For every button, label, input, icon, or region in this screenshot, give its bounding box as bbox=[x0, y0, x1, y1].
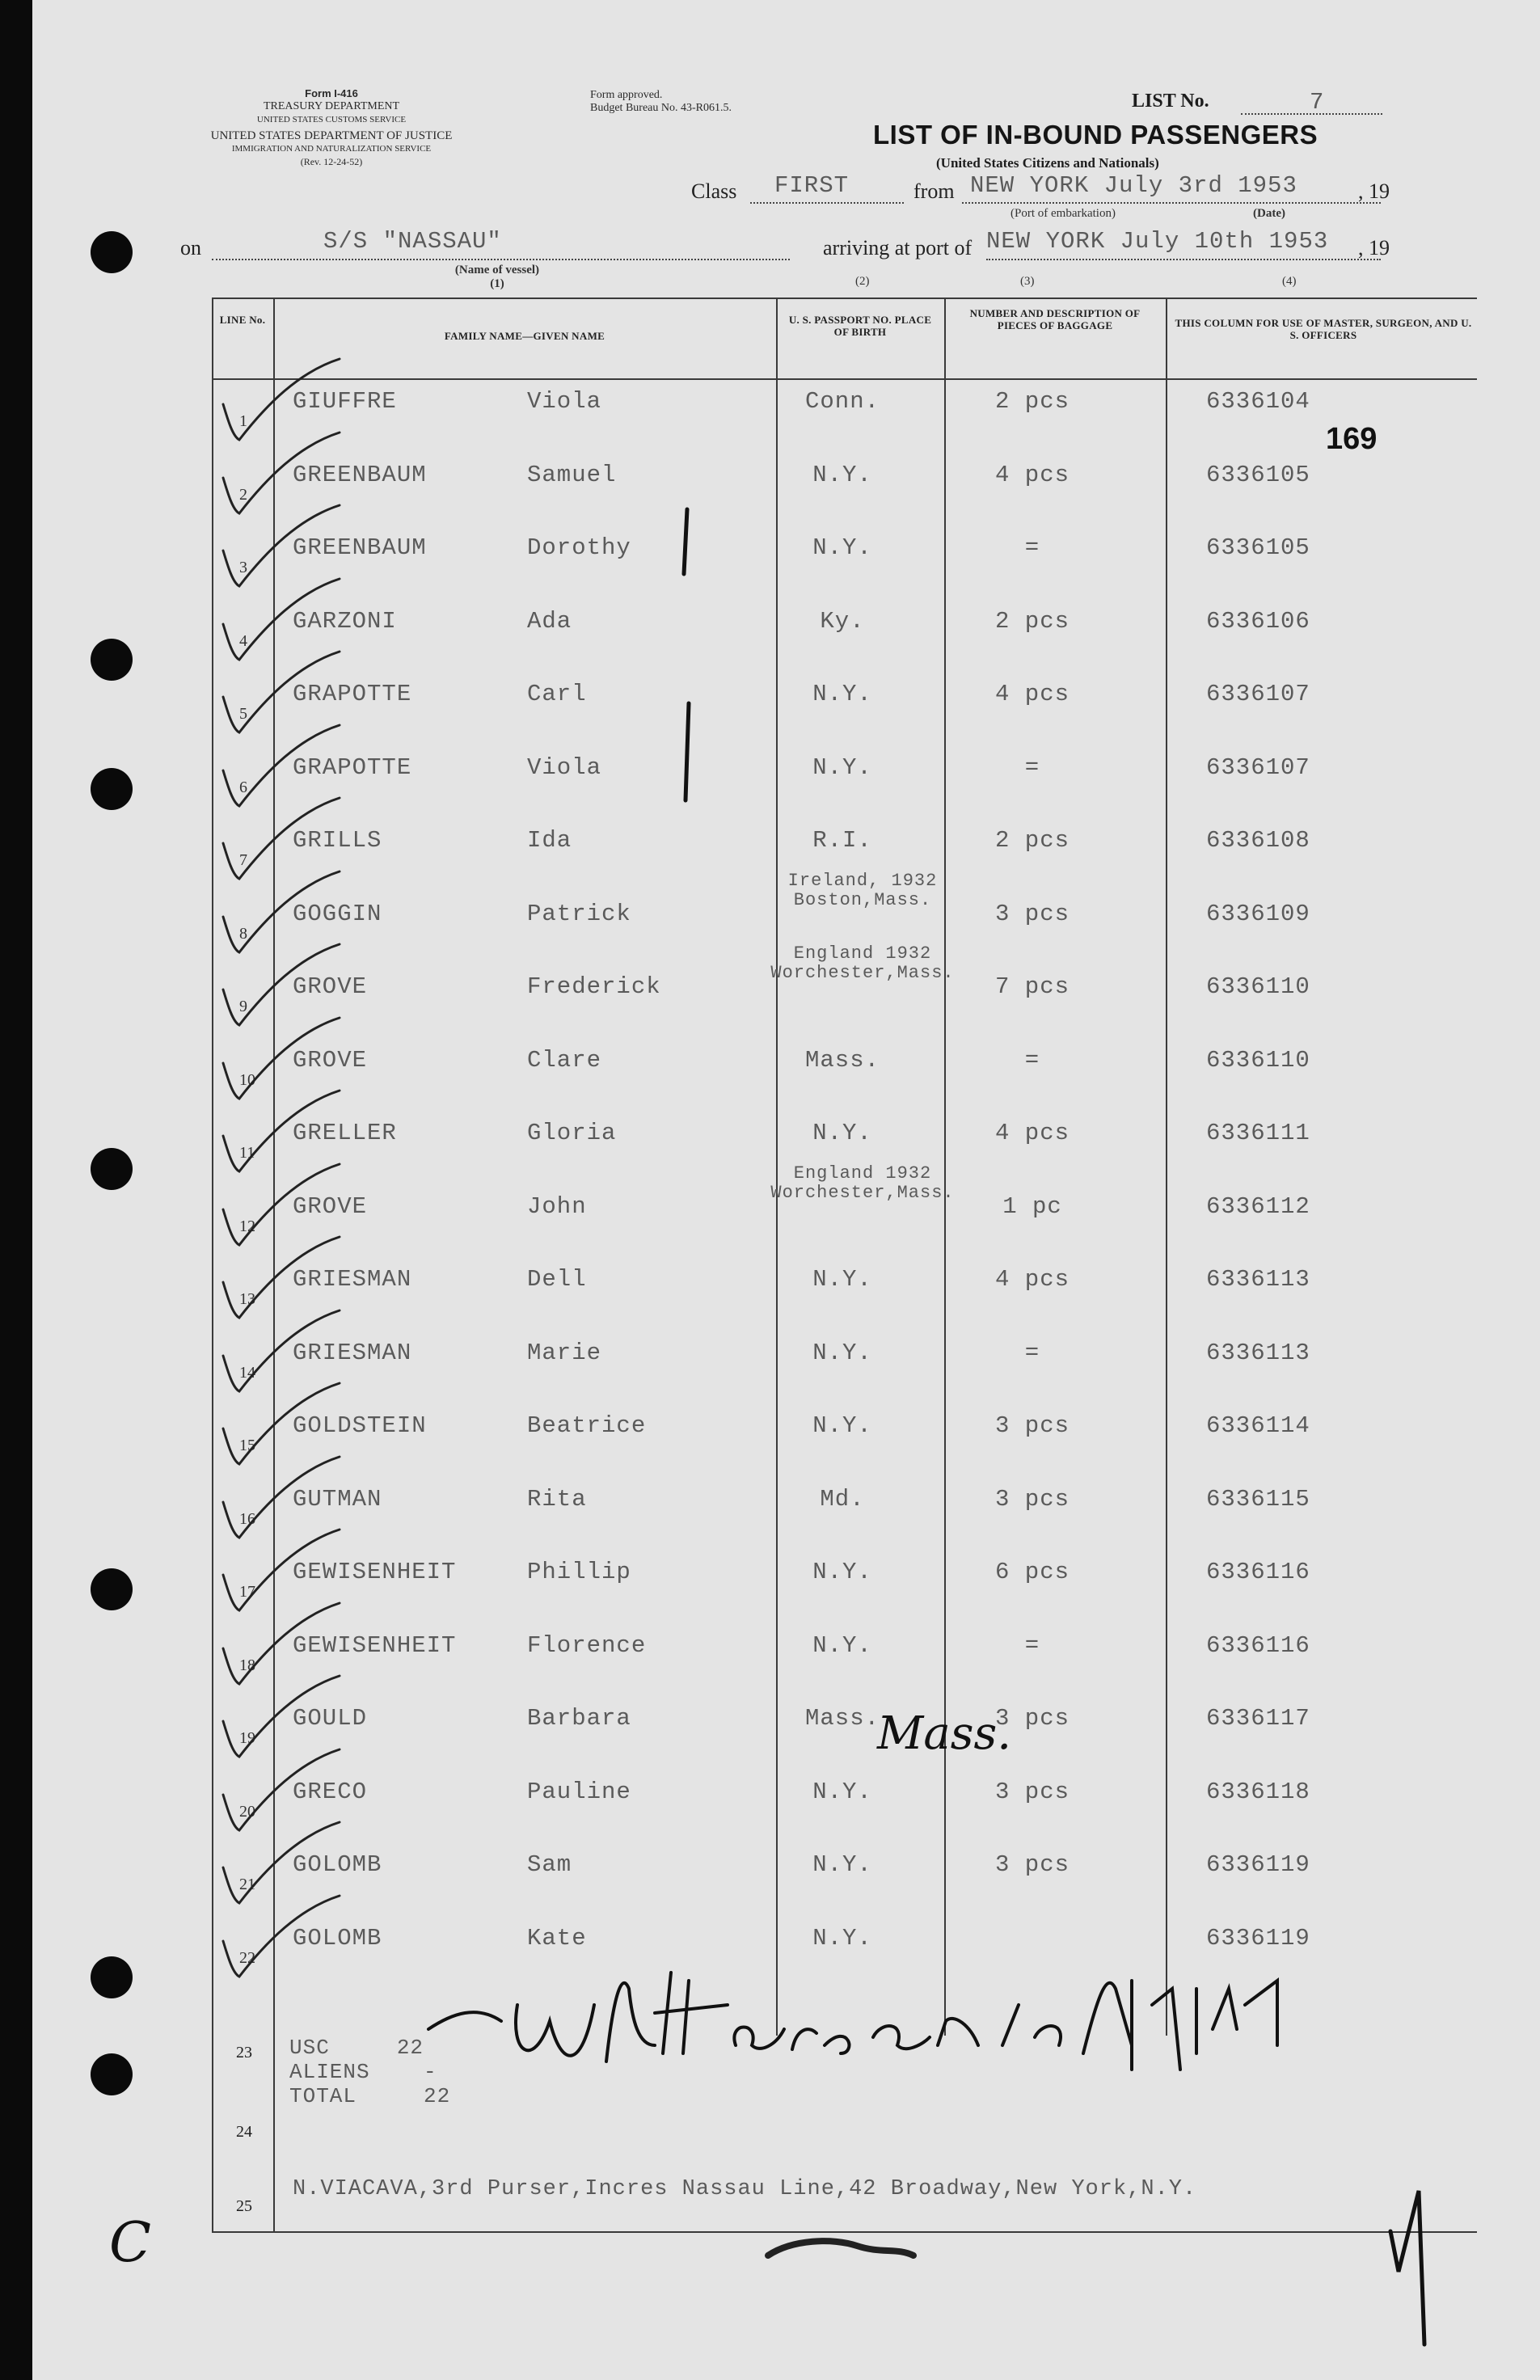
given-name: Florence bbox=[527, 1631, 647, 1659]
family-name: GRECO bbox=[293, 1778, 368, 1805]
list-no-value: 7 bbox=[1310, 89, 1325, 116]
usc-value: 22 bbox=[396, 2036, 424, 2060]
form-number: Form I-416 bbox=[305, 87, 358, 99]
col-number-1: (1) bbox=[490, 277, 504, 290]
place-of-birth: Ky. bbox=[820, 607, 865, 635]
class-line bbox=[750, 202, 904, 204]
baggage-count: 4 pcs bbox=[994, 1266, 1070, 1293]
table-row bbox=[212, 943, 1477, 1028]
inspector-signature bbox=[420, 1956, 1358, 2102]
given-name: John bbox=[527, 1192, 587, 1220]
passport-number: 6336119 bbox=[1206, 1851, 1310, 1878]
given-name: Patrick bbox=[527, 900, 631, 927]
checkmark-icon bbox=[218, 1893, 348, 1981]
passport-number: 6336118 bbox=[1206, 1778, 1310, 1805]
baggage-count: 7 pcs bbox=[994, 973, 1070, 1000]
line-number: 4 bbox=[239, 631, 247, 650]
punch-hole bbox=[91, 1956, 133, 1998]
budget-bureau: Budget Bureau No. 43-R061.5. bbox=[590, 102, 732, 114]
baggage-count: 2 pcs bbox=[994, 388, 1070, 415]
passport-number: 6336110 bbox=[1206, 973, 1310, 1000]
family-name: GREENBAUM bbox=[293, 461, 427, 488]
family-name: GRIESMAN bbox=[293, 1339, 412, 1366]
place-of-birth: Mass. bbox=[804, 1046, 880, 1074]
baggage-count: = bbox=[1024, 1339, 1040, 1366]
family-name: GEWISENHEIT bbox=[293, 1559, 457, 1585]
stamp-number: 169 bbox=[1326, 422, 1378, 456]
line-number: 21 bbox=[239, 1876, 255, 1893]
purser-line: N.VIACAVA,3rd Purser,Incres Nassau Line,42 Broadway,New York,N.Y. bbox=[293, 2177, 1197, 2201]
from-line bbox=[962, 202, 1381, 204]
family-name: GOLDSTEIN bbox=[293, 1412, 427, 1439]
document-subtitle: (United States Citizens and Nationals) bbox=[936, 155, 1159, 171]
line-number: 10 bbox=[239, 1070, 255, 1089]
line-number: 20 bbox=[239, 1802, 255, 1821]
line-number: 25 bbox=[236, 2197, 252, 2215]
baggage-count: 4 pcs bbox=[994, 681, 1070, 707]
from-label: from bbox=[913, 179, 955, 203]
document-page bbox=[32, 0, 1540, 2380]
table-row bbox=[212, 1541, 1477, 1614]
correction-mass: Mass. bbox=[877, 1707, 1012, 1760]
table-row bbox=[212, 444, 1477, 517]
passport-number: 6336116 bbox=[1206, 1631, 1310, 1659]
baggage-count: 3 pcs bbox=[994, 1485, 1070, 1513]
table-row bbox=[212, 1322, 1477, 1395]
family-name: GROVE bbox=[293, 973, 368, 1000]
given-name: Pauline bbox=[527, 1778, 631, 1805]
line-number: 2 bbox=[239, 485, 247, 504]
passport-number: 6336110 bbox=[1206, 1046, 1310, 1074]
baggage-count: 4 pcs bbox=[994, 1120, 1070, 1146]
department: TREASURY DEPARTMENT bbox=[263, 100, 400, 112]
aliens-label: ALIENS bbox=[289, 2060, 370, 2084]
baggage-count: 3 pcs bbox=[994, 1412, 1070, 1439]
family-name: GRILLS bbox=[293, 827, 382, 854]
line-number: 23 bbox=[236, 2044, 252, 2061]
place-of-birth: R.I. bbox=[812, 827, 872, 854]
family-name: GARZONI bbox=[293, 607, 397, 635]
arriving-label: arriving at port of bbox=[823, 236, 973, 260]
line-number: 19 bbox=[239, 1729, 255, 1747]
baggage-count: 4 pcs bbox=[994, 461, 1070, 488]
header-officers: THIS COLUMN FOR USE OF MASTER, SURGEON, AND U. S. OFFICERS bbox=[1175, 317, 1472, 341]
given-name: Viola bbox=[527, 753, 602, 781]
passport-number: 6336106 bbox=[1206, 607, 1310, 635]
table-row bbox=[212, 1687, 1477, 1760]
place-of-birth: N.Y. bbox=[812, 681, 872, 707]
line-number: 14 bbox=[239, 1363, 255, 1382]
family-name: GOLOMB bbox=[293, 1851, 382, 1878]
table-row bbox=[212, 370, 1477, 443]
family-name: GRAPOTTE bbox=[293, 681, 412, 707]
line-number: 16 bbox=[239, 1509, 255, 1528]
baggage-count: = bbox=[1024, 1631, 1040, 1659]
place-of-birth: Md. bbox=[820, 1485, 865, 1513]
line-number: 17 bbox=[239, 1583, 255, 1601]
customs-service: UNITED STATES CUSTOMS SERVICE bbox=[256, 115, 407, 124]
given-name: Sam bbox=[527, 1851, 572, 1878]
place-of-birth: N.Y. bbox=[812, 1266, 872, 1293]
place-of-birth: N.Y. bbox=[812, 534, 872, 561]
place-of-birth: N.Y. bbox=[812, 753, 872, 781]
family-name: GOLOMB bbox=[293, 1924, 382, 1952]
line-number: 24 bbox=[236, 2123, 252, 2141]
place-of-birth: N.Y. bbox=[812, 1851, 872, 1878]
passport-number: 6336113 bbox=[1206, 1266, 1310, 1293]
place-of-birth: N.Y. bbox=[812, 1120, 872, 1146]
punch-hole bbox=[91, 1568, 133, 1610]
table-row bbox=[212, 1163, 1477, 1248]
line-number: 6 bbox=[239, 778, 247, 796]
document-title: LIST OF IN-BOUND PASSENGERS bbox=[873, 120, 1318, 150]
line-number: 7 bbox=[239, 851, 247, 869]
line-number: 13 bbox=[239, 1290, 255, 1308]
line-number: 18 bbox=[239, 1656, 255, 1674]
line-number: 12 bbox=[239, 1217, 255, 1235]
passport-number: 6336104 bbox=[1206, 388, 1310, 415]
date-caption: (Date) bbox=[1253, 207, 1285, 220]
given-name: Samuel bbox=[527, 461, 617, 488]
place-of-birth: N.Y. bbox=[812, 1631, 872, 1659]
table-row bbox=[212, 1029, 1477, 1102]
given-name: Beatrice bbox=[527, 1412, 647, 1439]
class-value: FIRST bbox=[774, 172, 850, 199]
ins-service: IMMIGRATION AND NATURALIZATION SERVICE bbox=[231, 144, 432, 154]
family-name: GUTMAN bbox=[293, 1485, 382, 1513]
total-value: 22 bbox=[424, 2084, 451, 2108]
justice-department: UNITED STATES DEPARTMENT OF JUSTICE bbox=[210, 129, 453, 142]
margin-letter: C bbox=[109, 2211, 152, 2275]
baggage-count: 1 pc bbox=[1002, 1192, 1062, 1220]
table-row bbox=[212, 517, 1477, 589]
baggage-count: 6 pcs bbox=[994, 1559, 1070, 1585]
line-number: 22 bbox=[239, 1948, 255, 1967]
line-number: 8 bbox=[239, 924, 247, 943]
header-passport: U. S. PASSPORT NO. PLACE OF BIRTH bbox=[788, 314, 932, 338]
baggage-count: 3 pcs bbox=[994, 1851, 1070, 1878]
family-name: GOULD bbox=[293, 1705, 368, 1732]
total-label: TOTAL bbox=[289, 2084, 357, 2108]
place-of-birth: N.Y. bbox=[812, 1339, 872, 1366]
family-name: GREENBAUM bbox=[293, 534, 427, 561]
given-name: Dell bbox=[527, 1266, 587, 1293]
given-name: Phillip bbox=[527, 1559, 631, 1585]
header-name: FAMILY NAME—GIVEN NAME bbox=[444, 330, 605, 342]
year-suffix: , 19 bbox=[1358, 179, 1390, 203]
passport-number: 6336112 bbox=[1206, 1192, 1310, 1220]
place-of-birth: England 1932 Worchester,Mass. bbox=[770, 1163, 955, 1203]
family-name: GEWISENHEIT bbox=[293, 1631, 457, 1659]
table-border-top bbox=[212, 298, 1477, 299]
from-value: NEW YORK July 3rd 1953 bbox=[970, 172, 1297, 199]
passport-number: 6336115 bbox=[1206, 1485, 1310, 1513]
place-of-birth: England 1932 Worchester,Mass. bbox=[770, 943, 955, 983]
passport-number: 6336107 bbox=[1206, 753, 1310, 781]
given-name: Viola bbox=[527, 388, 602, 415]
passport-number: 6336113 bbox=[1206, 1339, 1310, 1366]
margin-mark bbox=[1374, 2183, 1455, 2369]
family-name: GRIESMAN bbox=[293, 1266, 412, 1293]
passport-number: 6336116 bbox=[1206, 1559, 1310, 1585]
table-row bbox=[212, 1834, 1477, 1906]
place-of-birth: N.Y. bbox=[812, 1412, 872, 1439]
baggage-count: 3 pcs bbox=[994, 900, 1070, 927]
punch-hole bbox=[91, 231, 133, 273]
given-name: Kate bbox=[527, 1924, 587, 1952]
bracket-marks bbox=[671, 485, 719, 825]
on-label: on bbox=[180, 236, 201, 260]
punch-hole bbox=[91, 1148, 133, 1190]
given-name: Barbara bbox=[527, 1705, 631, 1732]
table-row bbox=[212, 1468, 1477, 1541]
passenger-table bbox=[212, 298, 1477, 2231]
place-of-birth: N.Y. bbox=[812, 1778, 872, 1805]
place-of-birth: Conn. bbox=[804, 388, 880, 415]
table-row bbox=[212, 1395, 1477, 1467]
vessel-value: S/S "NASSAU" bbox=[323, 228, 502, 255]
header-line-no: LINE No. bbox=[219, 314, 266, 326]
family-name: GRAPOTTE bbox=[293, 753, 412, 781]
table-row bbox=[212, 1614, 1477, 1687]
passport-number: 6336105 bbox=[1206, 461, 1310, 488]
family-name: GROVE bbox=[293, 1046, 368, 1074]
place-of-birth: N.Y. bbox=[812, 1559, 872, 1585]
place-of-birth: N.Y. bbox=[812, 1924, 872, 1952]
line-number: 5 bbox=[239, 705, 247, 723]
line-number: 15 bbox=[239, 1437, 255, 1454]
revision-date: (Rev. 12-24-52) bbox=[300, 156, 363, 167]
port-embark-caption: (Port of embarkation) bbox=[1010, 207, 1116, 220]
family-name: GOGGIN bbox=[293, 900, 382, 927]
place-of-birth: N.Y. bbox=[812, 461, 872, 488]
baggage-count: 3 pcs bbox=[994, 1705, 1070, 1732]
given-name: Rita bbox=[527, 1485, 587, 1513]
punch-hole bbox=[91, 768, 133, 810]
year-suffix: , 19 bbox=[1358, 236, 1390, 260]
passport-number: 6336119 bbox=[1206, 1924, 1310, 1952]
family-name: GIUFFRE bbox=[293, 388, 397, 415]
family-name: GROVE bbox=[293, 1192, 368, 1220]
vessel-caption bbox=[445, 264, 550, 291]
passport-number: 6336117 bbox=[1206, 1705, 1310, 1732]
baggage-count: 3 pcs bbox=[994, 1778, 1070, 1805]
arrival-line bbox=[986, 259, 1381, 260]
punch-hole bbox=[91, 2053, 133, 2095]
budget-info bbox=[590, 89, 732, 115]
class-label: Class bbox=[691, 179, 737, 203]
passport-number: 6336109 bbox=[1206, 900, 1310, 927]
header-baggage: NUMBER AND DESCRIPTION OF PIECES OF BAGGAGE bbox=[969, 307, 1141, 331]
col-number-4: (4) bbox=[1282, 275, 1297, 288]
given-name: Clare bbox=[527, 1046, 602, 1074]
form-info bbox=[186, 87, 477, 168]
passport-number: 6336107 bbox=[1206, 681, 1310, 707]
form-approved: Form approved. bbox=[590, 89, 663, 101]
usc-label: USC bbox=[289, 2036, 330, 2060]
aliens-value: - bbox=[424, 2060, 437, 2084]
given-name: Gloria bbox=[527, 1120, 617, 1146]
baggage-count: 2 pcs bbox=[994, 607, 1070, 635]
passport-number: 6336114 bbox=[1206, 1412, 1310, 1439]
table-row bbox=[212, 663, 1477, 736]
given-name: Dorothy bbox=[527, 534, 631, 561]
family-name: GRELLER bbox=[293, 1120, 397, 1146]
given-name: Frederick bbox=[527, 973, 661, 1000]
table-row bbox=[212, 1761, 1477, 1834]
passport-number: 6336111 bbox=[1206, 1120, 1310, 1146]
place-of-birth: Mass. bbox=[804, 1705, 880, 1732]
baggage-count: 2 pcs bbox=[994, 827, 1070, 854]
line-number: 3 bbox=[239, 559, 247, 576]
passport-number: 6336108 bbox=[1206, 827, 1310, 854]
place-of-birth: Ireland, 1932 Boston,Mass. bbox=[787, 870, 938, 910]
col-number-2: (2) bbox=[855, 275, 870, 288]
vessel-caption-text: (Name of vessel) bbox=[454, 264, 540, 276]
baggage-count: = bbox=[1024, 534, 1040, 561]
arrival-value: NEW YORK July 10th 1953 bbox=[986, 228, 1329, 255]
punch-hole bbox=[91, 639, 133, 681]
line-number: 9 bbox=[239, 998, 247, 1015]
given-name: Carl bbox=[527, 681, 587, 707]
given-name: Ada bbox=[527, 607, 572, 635]
list-no-label: LIST No. bbox=[1132, 91, 1209, 112]
table-row bbox=[212, 736, 1477, 809]
col-number-3: (3) bbox=[1020, 275, 1035, 288]
table-row bbox=[212, 590, 1477, 663]
given-name: Marie bbox=[527, 1339, 602, 1366]
baggage-count: = bbox=[1024, 1046, 1040, 1074]
table-row bbox=[212, 1248, 1477, 1321]
given-name: Ida bbox=[527, 827, 572, 854]
ink-blot bbox=[760, 2231, 922, 2264]
baggage-count: = bbox=[1024, 753, 1040, 781]
vessel-line bbox=[212, 259, 790, 260]
line-number: 11 bbox=[239, 1144, 255, 1162]
line-number: 1 bbox=[239, 412, 247, 430]
passport-number: 6336105 bbox=[1206, 534, 1310, 561]
